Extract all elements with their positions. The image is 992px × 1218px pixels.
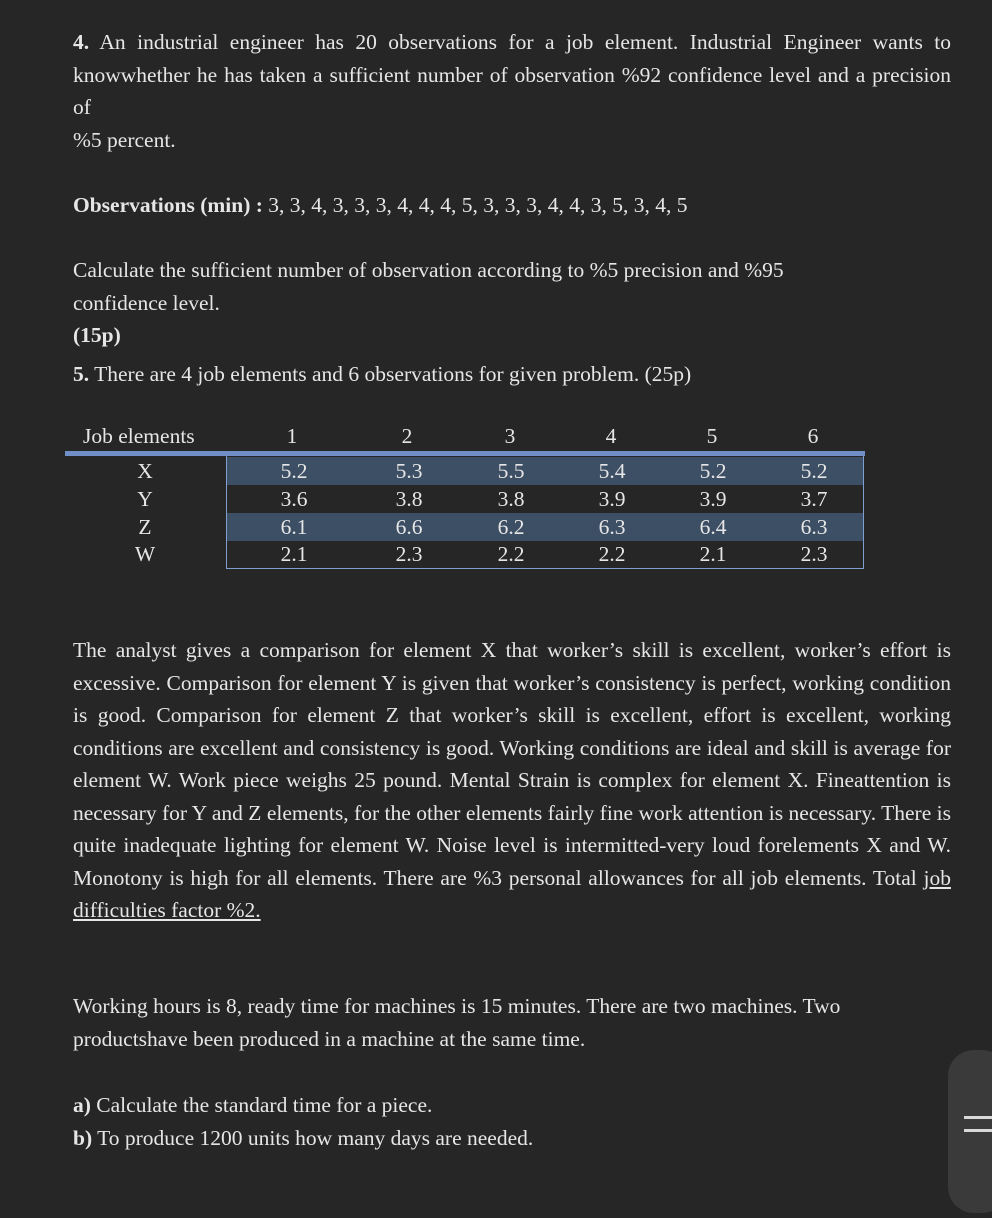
cell: 5.4 (598, 459, 626, 483)
q5-text: There are 4 job elements and 6 observations for given problem. (25p) (94, 362, 692, 386)
cell: 2.3 (395, 542, 423, 566)
cell: 2.1 (699, 542, 727, 566)
cell: 3.9 (598, 487, 626, 511)
table-row (227, 457, 863, 485)
q4-text-line2: %5 percent. (73, 127, 176, 152)
part-b-label: b) (73, 1125, 93, 1150)
cell: 3.9 (699, 487, 727, 511)
cell: 2.2 (598, 542, 626, 566)
table-data-box (226, 456, 864, 569)
q5-number: 5. (73, 362, 90, 386)
q5-working-hours (73, 990, 951, 1055)
cell: 3.8 (395, 487, 423, 511)
header-col-6: 6 (807, 424, 819, 448)
cell: 3.8 (497, 487, 525, 511)
cell: 3.6 (280, 487, 308, 511)
header-col-3: 3 (504, 424, 516, 448)
q4-calc-line2: confidence level. (73, 290, 220, 315)
header-col-4: 4 (605, 424, 617, 448)
header-col-2: 2 (401, 424, 413, 448)
grip-line-icon (964, 1116, 992, 1119)
header-job-elements: Job elements (83, 424, 195, 448)
cell: 2.2 (497, 542, 525, 566)
cell: 5.3 (395, 459, 423, 483)
observations-label: Observations (min) : (73, 193, 263, 217)
q4-calc (73, 254, 951, 352)
row-label-x: X (137, 459, 153, 483)
q5-paragraph-underlined: job difficulties factor %2. (73, 865, 951, 922)
observations-values: 3, 3, 4, 3, 3, 3, 4, 4, 4, 5, 3, 3, 3, 4, 4, 3, 5, 3, 4, 5 (268, 193, 688, 217)
part-a-text: Calculate the standard time for a piece. (96, 1093, 433, 1117)
cell: 2.3 (800, 542, 828, 566)
cell: 6.3 (598, 515, 626, 539)
cell: 6.4 (699, 515, 727, 539)
cell: 6.6 (395, 515, 423, 539)
q4-points: (15p) (73, 323, 121, 347)
grip-line-icon (964, 1129, 992, 1132)
header-col-5: 5 (706, 424, 718, 448)
cell: 3.7 (800, 487, 828, 511)
header-col-1: 1 (286, 424, 298, 448)
part-b-text: To produce 1200 units how many days are needed. (97, 1125, 534, 1150)
row-label-w: W (134, 542, 156, 566)
cell: 5.2 (699, 459, 727, 483)
cell: 2.1 (280, 542, 308, 566)
table-row (227, 513, 863, 541)
q5-intro (73, 358, 951, 391)
scroll-handle[interactable] (948, 1050, 992, 1213)
q4-text: An industrial engineer has 20 observations for a job element. Industrial Engineer wants to knowwhether he has taken a sufficient number of observation %92 confidence level and a precision of (73, 30, 951, 119)
q4-calc-line1: Calculate the sufficient number of observation according to %5 precision and %95 (73, 258, 784, 282)
cell: 6.1 (280, 515, 308, 539)
cell: 6.3 (800, 515, 828, 539)
cell: 5.2 (280, 459, 308, 483)
cell: 5.2 (800, 459, 828, 483)
q5-paragraph (73, 634, 951, 927)
working-hours-text: Working hours is 8, ready time for machines is 15 minutes. There are two machines. Two productshave been produced in a machine at the same time. (73, 994, 841, 1051)
cell: 5.5 (497, 459, 525, 483)
q5-paragraph-main: The analyst gives a comparison for element X that worker’s skill is excellent, worker’s effort is excessive. Comparison for element Y is given that worker’s consistency is perfect, working condition is good. Comparison for element Z that worker’s skill is excellent, effort is excellent, working conditions are excellent and consistency is good. Working conditions are ideal and skill is average for element W. Work piece weighs 25 pound. Mental Strain is complex for element X. Fineattention is necessary for Y and Z elements, for the other elements fairly fine work attention is necessary. There is quite inadequate lighting for element W. Noise level is intermitted-very loud forelements X and W. Monotony is high for all elements. There are %3 personal allowances for all job elements. Total (73, 638, 951, 890)
row-label-z: Z (138, 515, 152, 539)
q5-parts (73, 1089, 951, 1154)
q4-observations (73, 189, 951, 222)
table-row (227, 485, 863, 513)
job-elements-table (65, 420, 865, 452)
q4-intro (73, 26, 951, 156)
q4-number: 4. (73, 30, 90, 54)
table-row (227, 540, 863, 568)
row-label-y: Y (137, 487, 153, 511)
cell: 6.2 (497, 515, 525, 539)
table-header (65, 420, 865, 452)
part-a-label: a) (73, 1093, 91, 1117)
